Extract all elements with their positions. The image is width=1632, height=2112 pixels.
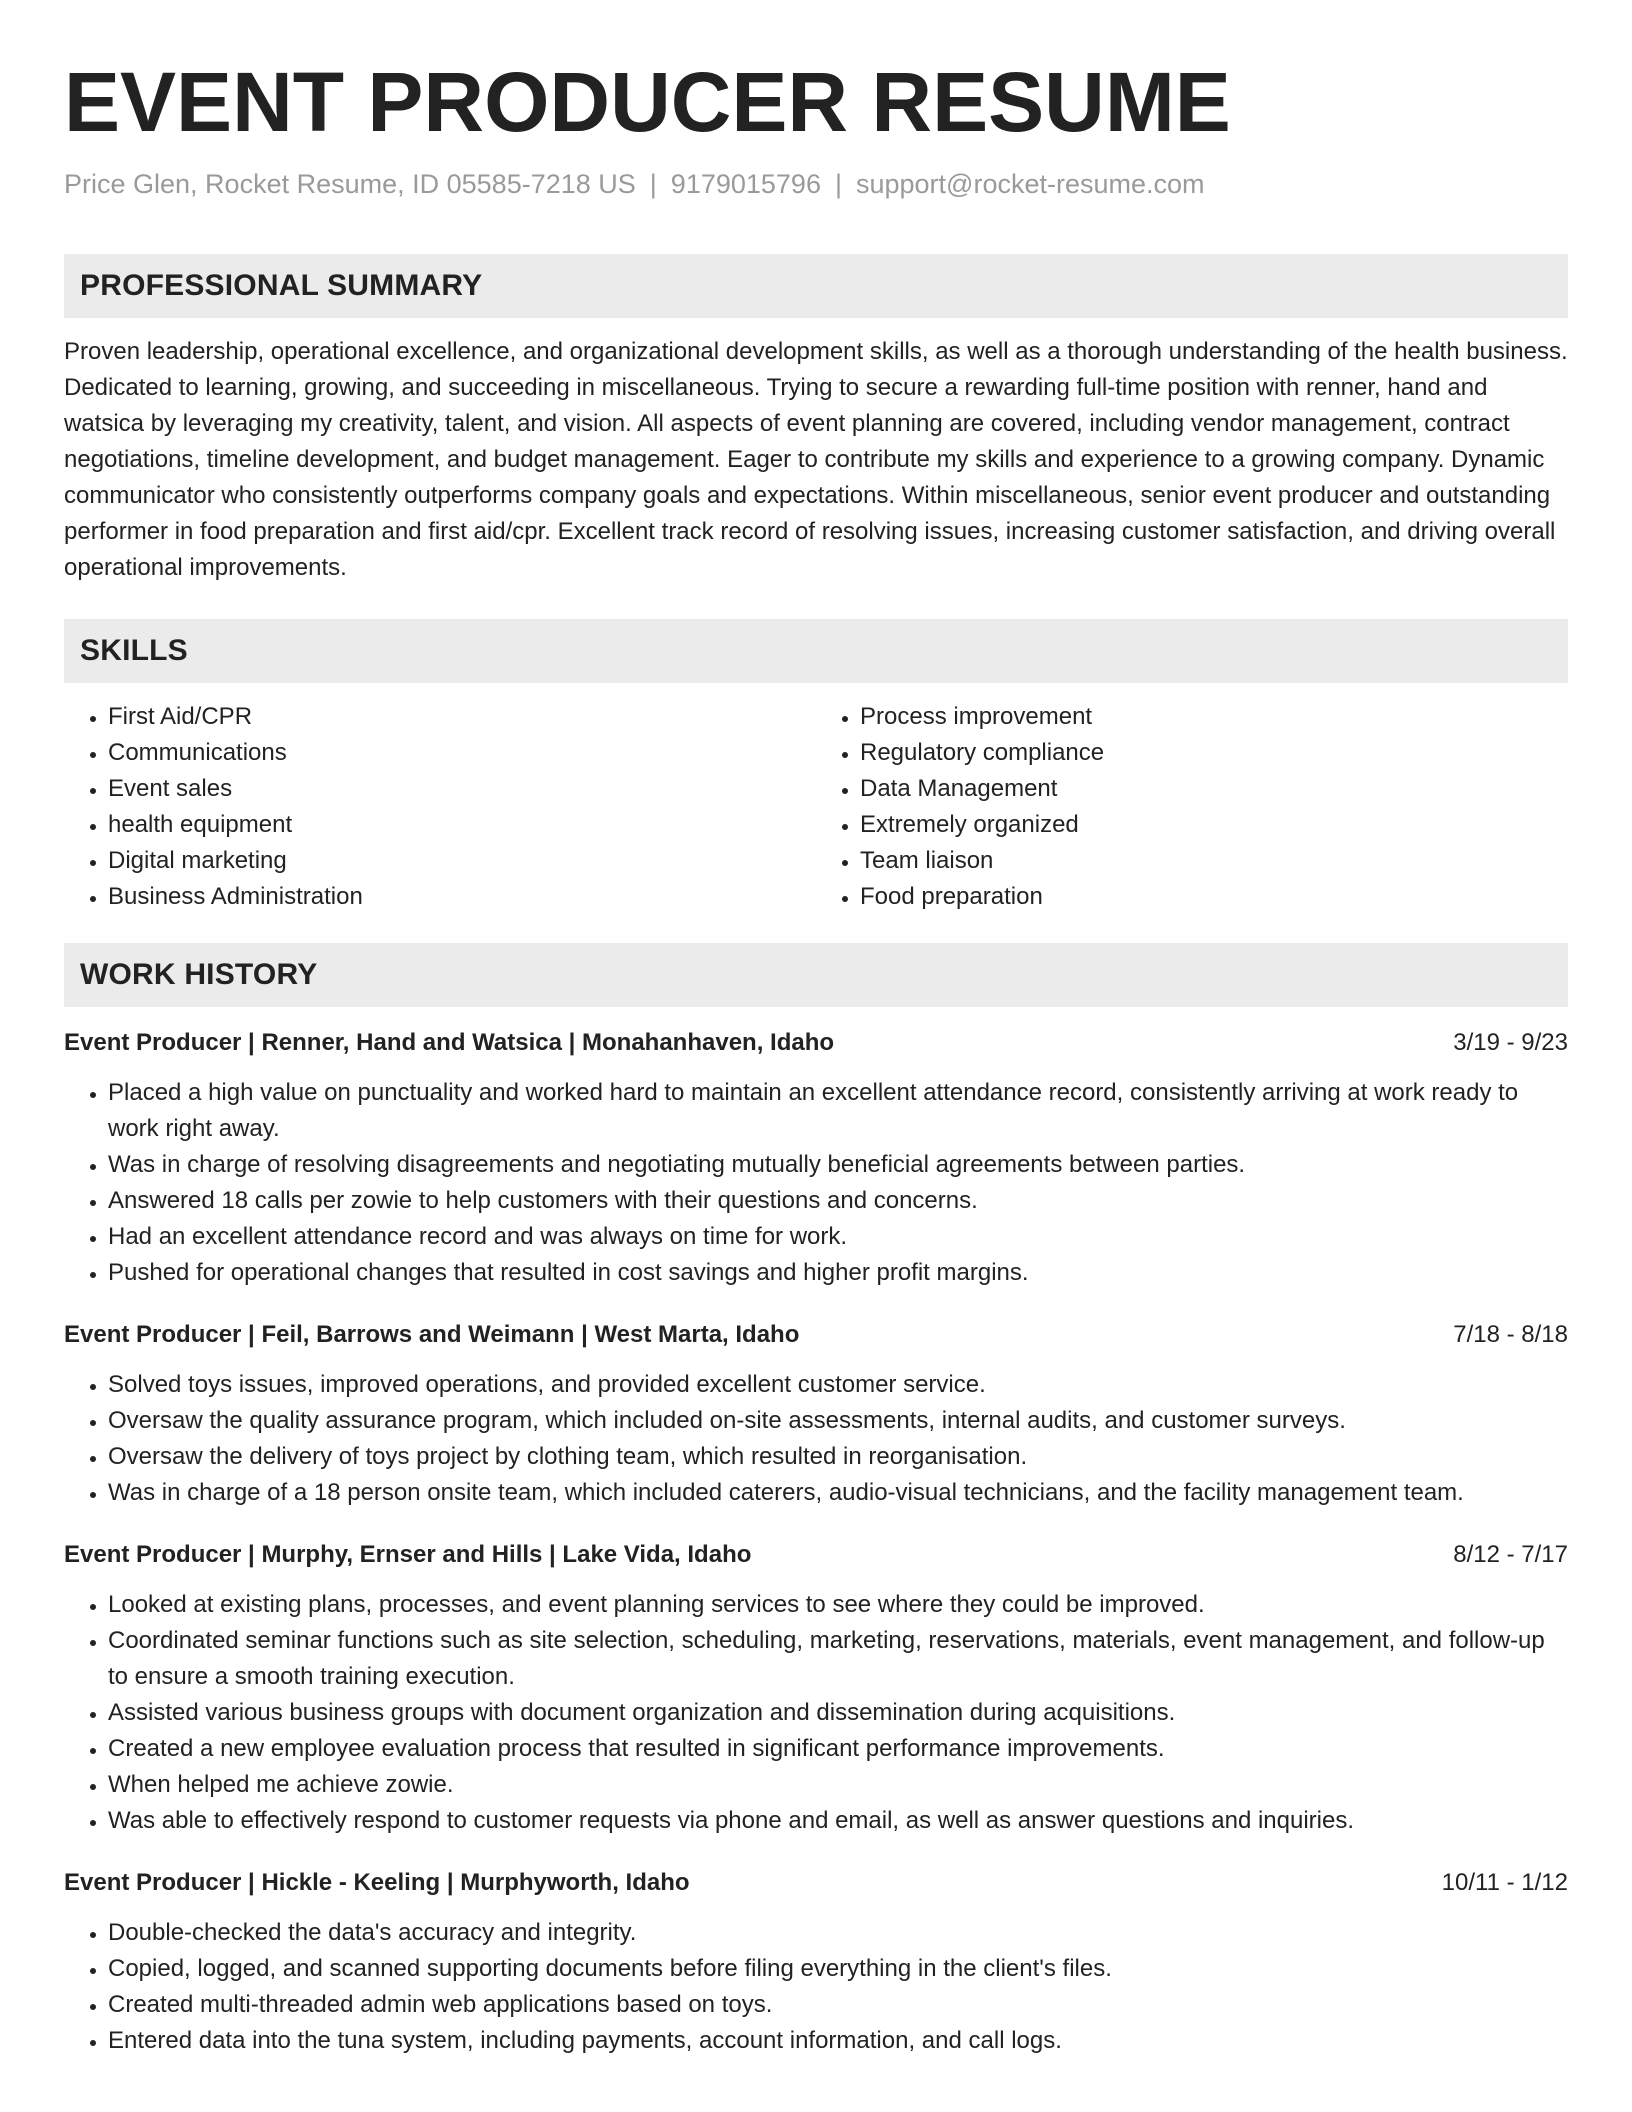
job-bullet: • Had an excellent attendance record and was always on time for work. bbox=[108, 1219, 1568, 1255]
skills-column-right bbox=[816, 699, 1568, 915]
job-bullet: • Placed a high value on punctuality and worked hard to maintain an excellent attendance record, consistently arriving at work ready to work right away. bbox=[108, 1075, 1568, 1147]
contact-separator: | bbox=[834, 169, 842, 199]
job-entry bbox=[64, 1025, 1568, 1291]
work-history-heading: WORK HISTORY bbox=[64, 943, 1568, 1007]
job-bullet: • Was in charge of a 18 person onsite team, which included caterers, audio-visual technicians, and the facility management team. bbox=[108, 1475, 1568, 1511]
job-title: Event Producer | Renner, Hand and Watsica | Monahanhaven, Idaho bbox=[64, 1029, 835, 1056]
job-title: Event Producer | Hickle - Keeling | Murphyworth, Idaho bbox=[64, 1869, 690, 1896]
job-entry bbox=[64, 1317, 1568, 1511]
resume-title: EVENT PRODUCER RESUME bbox=[64, 55, 1231, 149]
skill-item: • Communications bbox=[108, 735, 816, 771]
job-bullets bbox=[64, 1075, 1568, 1291]
contact-phone: 9179015796 bbox=[670, 169, 821, 199]
job-bullet: • Oversaw the delivery of toys project by clothing team, which resulted in reorganisation. bbox=[108, 1439, 1568, 1475]
job-bullet: • Was able to effectively respond to customer requests via phone and email, as well as answer questions and inquiries. bbox=[108, 1803, 1568, 1839]
skill-item: • health equipment bbox=[108, 807, 816, 843]
contact-address: Price Glen, Rocket Resume, ID 05585-7218 US bbox=[64, 169, 636, 199]
skill-item: • Data Management bbox=[860, 771, 1568, 807]
skills-heading: SKILLS bbox=[64, 619, 1568, 683]
job-title: Event Producer | Feil, Barrows and Weimann | West Marta, Idaho bbox=[64, 1321, 800, 1348]
job-header bbox=[64, 1025, 1568, 1061]
job-bullet: • Answered 18 calls per zowie to help customers with their questions and concerns. bbox=[108, 1183, 1568, 1219]
skill-item: • Food preparation bbox=[860, 879, 1568, 915]
skill-item: • First Aid/CPR bbox=[108, 699, 816, 735]
job-header bbox=[64, 1537, 1568, 1573]
job-bullet: • Looked at existing plans, processes, and event planning services to see where they could be improved. bbox=[108, 1587, 1568, 1623]
job-title: Event Producer | Murphy, Ernser and Hills | Lake Vida, Idaho bbox=[64, 1541, 752, 1568]
job-dates: 10/11 - 1/12 bbox=[1441, 1869, 1568, 1896]
job-bullet: • Created a new employee evaluation process that resulted in significant performance improvements. bbox=[108, 1731, 1568, 1767]
contact-separator: | bbox=[649, 169, 657, 199]
job-bullet: • Coordinated seminar functions such as site selection, scheduling, marketing, reservations, materials, event management, and follow-up to ensure a smooth training execution. bbox=[108, 1623, 1568, 1695]
job-header bbox=[64, 1865, 1568, 1901]
job-header bbox=[64, 1317, 1568, 1353]
skill-item: • Process improvement bbox=[860, 699, 1568, 735]
job-dates: 7/18 - 8/18 bbox=[1453, 1321, 1568, 1348]
job-entry bbox=[64, 1865, 1568, 2059]
job-bullet: • Oversaw the quality assurance program, which included on-site assessments, internal audits, and customer surveys. bbox=[108, 1403, 1568, 1439]
job-bullet: • Pushed for operational changes that resulted in cost savings and higher profit margins. bbox=[108, 1255, 1568, 1291]
summary-heading: PROFESSIONAL SUMMARY bbox=[64, 254, 1568, 318]
job-bullets bbox=[64, 1587, 1568, 1839]
skill-item: • Team liaison bbox=[860, 843, 1568, 879]
summary-text: Proven leadership, operational excellence, and organizational development skills, as well as a thorough understanding of the health business. Dedicated to learning, growing, and succeeding in miscellaneous. Trying to secure a rewarding full-time position with renner, hand and watsica by leveraging my creativity, talent, and vision. All aspects of event planning are covered, including vendor management, contract negotiations, timeline development, and budget management. Eager to contribute my skills and experience to a growing company. Dynamic communicator who consistently outperforms company goals and expectations. Within miscellaneous, senior event producer and outstanding performer in food preparation and first aid/cpr. Excellent track record of resolving issues, increasing customer satisfaction, and driving overall operational improvements. bbox=[64, 338, 1568, 581]
job-bullets bbox=[64, 1367, 1568, 1511]
job-entry bbox=[64, 1537, 1568, 1839]
contact-email: support@rocket-resume.com bbox=[855, 169, 1205, 199]
job-bullet: • Copied, logged, and scanned supporting documents before filing everything in the client's files. bbox=[108, 1951, 1568, 1987]
skills-column-left bbox=[64, 699, 816, 915]
job-bullet: • Entered data into the tuna system, including payments, account information, and call logs. bbox=[108, 2023, 1568, 2059]
job-dates: 3/19 - 9/23 bbox=[1453, 1029, 1568, 1056]
job-bullet: • Created multi-threaded admin web applications based on toys. bbox=[108, 1987, 1568, 2023]
skill-item: • Regulatory compliance bbox=[860, 735, 1568, 771]
skill-item: • Event sales bbox=[108, 771, 816, 807]
job-dates: 8/12 - 7/17 bbox=[1453, 1541, 1568, 1568]
job-bullet: • When helped me achieve zowie. bbox=[108, 1767, 1568, 1803]
job-bullet: • Double-checked the data's accuracy and integrity. bbox=[108, 1915, 1568, 1951]
job-bullet: • Assisted various business groups with document organization and dissemination during acquisitions. bbox=[108, 1695, 1568, 1731]
job-bullet: • Solved toys issues, improved operations, and provided excellent customer service. bbox=[108, 1367, 1568, 1403]
skills-list bbox=[64, 699, 1568, 915]
skill-item: • Digital marketing bbox=[108, 843, 816, 879]
job-bullet: • Was in charge of resolving disagreements and negotiating mutually beneficial agreements between parties. bbox=[108, 1147, 1568, 1183]
skill-item: • Business Administration bbox=[108, 879, 816, 915]
job-bullets bbox=[64, 1915, 1568, 2059]
skill-item: • Extremely organized bbox=[860, 807, 1568, 843]
contact-line bbox=[64, 166, 1568, 202]
